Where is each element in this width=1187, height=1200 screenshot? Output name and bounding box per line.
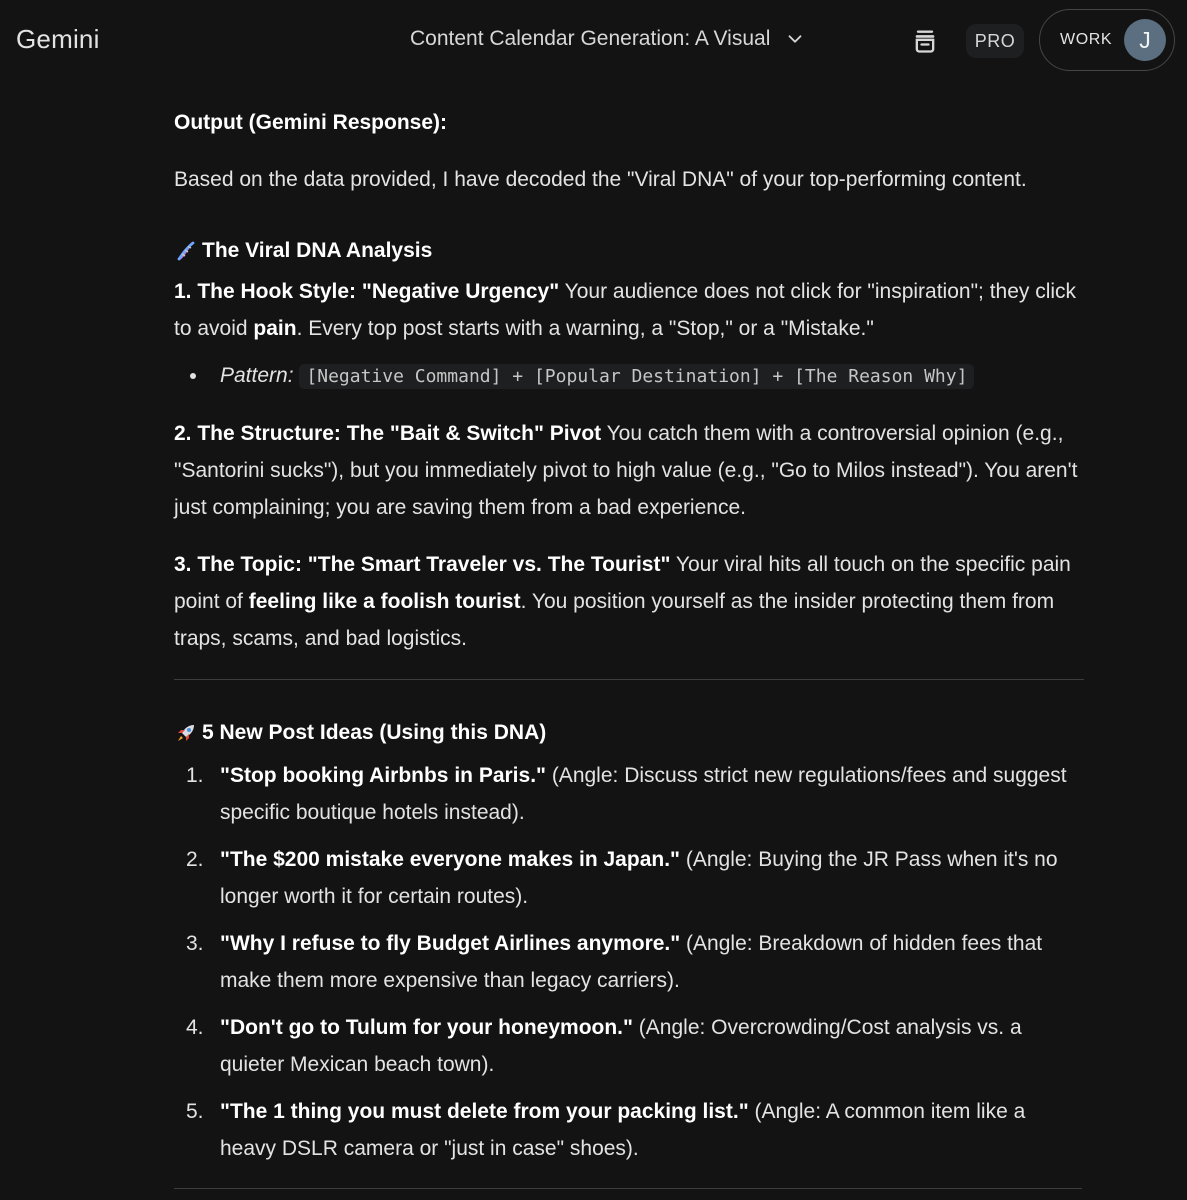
idea-title: "Don't go to Tulum for your honeymoon." <box>220 1016 633 1039</box>
temporary-chat-button[interactable] <box>908 24 942 58</box>
hook-bold-word: pain <box>253 317 297 340</box>
list-item <box>174 357 1084 395</box>
output-label: Output (Gemini Response): <box>174 111 447 134</box>
archive-stack-icon <box>911 27 939 55</box>
idea-text: (Angle: Discuss strict new regulations/fees and suggest specific boutique hotels instead). <box>220 764 1067 824</box>
response-body <box>174 100 1084 1177</box>
list-item <box>174 757 1084 831</box>
hook-style-paragraph <box>174 273 1084 347</box>
dna-icon <box>174 239 198 263</box>
hook-style-title: 1. The Hook Style: "Negative Urgency" <box>174 280 560 303</box>
ideas-heading <box>174 714 1084 751</box>
post-ideas-list <box>174 757 1084 1167</box>
structure-text: You catch them with a controversial opinion (e.g., "Santorini sucks"), but you immediately pivot to high value (e.g., "Go to Milos instead"). You aren't just complaining; you are saving them from a bad experience. <box>174 422 1078 519</box>
pattern-label: Pattern: <box>220 364 294 387</box>
topic-title: 3. The Topic: "The Smart Traveler vs. The Tourist" <box>174 553 671 576</box>
topic-text-1: Your viral hits all touch on the specific pain point of <box>174 553 1071 613</box>
conversation-title-dropdown[interactable] <box>410 27 806 51</box>
intro-paragraph: Based on the data provided, I have decoded the "Viral DNA" of your top-performing content. <box>174 168 1027 191</box>
analysis-heading <box>174 232 1084 269</box>
pattern-list <box>174 357 1084 395</box>
hook-text-1: Your audience does not click for "inspiration"; they click to avoid <box>174 280 1077 340</box>
idea-title: "The $200 mistake everyone makes in Japan." <box>220 848 680 871</box>
idea-title: "Why I refuse to fly Budget Airlines anymore." <box>220 932 681 955</box>
idea-text: (Angle: Buying the JR Pass when it's no longer worth it for certain routes). <box>220 848 1058 908</box>
pattern-code: [Negative Command] + [Popular Destination] + [The Reason Why] <box>299 364 974 389</box>
idea-text: (Angle: Overcrowding/Cost analysis vs. a quieter Mexican beach town). <box>220 1016 1022 1076</box>
idea-title: "Stop booking Airbnbs in Paris." <box>220 764 546 787</box>
chevron-down-icon <box>784 28 806 50</box>
list-item <box>174 1093 1084 1167</box>
list-item <box>174 841 1084 915</box>
workspace-label: WORK <box>1060 31 1113 48</box>
section-divider <box>174 679 1084 680</box>
structure-title: 2. The Structure: The "Bait & Switch" Pivot <box>174 422 602 445</box>
idea-text: (Angle: A common item like a heavy DSLR camera or "just in case" shoes). <box>220 1100 1026 1160</box>
bottom-divider <box>174 1188 1082 1189</box>
list-item <box>174 1009 1084 1083</box>
account-switcher[interactable] <box>1039 9 1175 71</box>
list-number: 5. <box>186 1100 204 1123</box>
pro-badge: PRO <box>966 24 1024 58</box>
topic-paragraph <box>174 546 1084 657</box>
list-number: 2. <box>186 848 204 871</box>
list-number: 4. <box>186 1016 204 1039</box>
idea-text: (Angle: Breakdown of hidden fees that make them more expensive than legacy carriers). <box>220 932 1043 992</box>
conversation-title: Content Calendar Generation: A Visual <box>410 27 771 50</box>
idea-title: "The 1 thing you must delete from your packing list." <box>220 1100 749 1123</box>
topic-bold-phrase: feeling like a foolish tourist <box>248 590 521 613</box>
rocket-icon <box>174 721 198 745</box>
topic-text-2: . You position yourself as the insider protecting them from traps, scams, and bad logistics. <box>174 590 1055 650</box>
top-bar <box>0 0 1187 82</box>
list-item <box>174 925 1084 999</box>
list-number: 1. <box>186 764 204 787</box>
gemini-logo[interactable]: Gemini <box>16 24 100 54</box>
ideas-heading-text: 5 New Post Ideas (Using this DNA) <box>202 721 547 744</box>
list-number: 3. <box>186 932 204 955</box>
avatar[interactable]: J <box>1124 19 1166 61</box>
structure-paragraph <box>174 415 1084 526</box>
analysis-heading-text: The Viral DNA Analysis <box>202 239 433 262</box>
hook-text-2: . Every top post starts with a warning, a "Stop," or a "Mistake." <box>296 317 874 340</box>
